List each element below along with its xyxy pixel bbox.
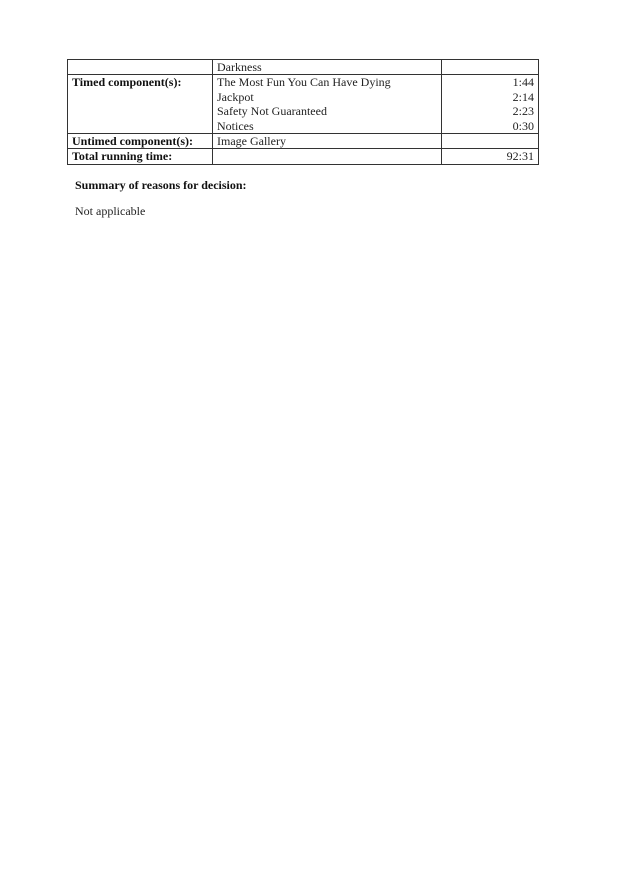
row-label: Total running time: [68,149,213,164]
time-cell [442,75,539,134]
row-label: Untimed component(s): [68,134,213,149]
classification-table [67,59,539,165]
row-label: Timed component(s): [68,75,213,134]
table-row-timed-components [68,75,539,134]
time-cell [442,134,539,149]
running-time: 0:30 [512,118,534,133]
table-row-total-running-time [68,149,539,164]
table-row-continued [68,60,539,75]
component-name: Jackpot [217,89,254,104]
component-name: The Most Fun You Can Have Dying [217,75,391,90]
component-name: Notices [217,118,254,133]
component-cell [213,134,442,149]
component-cell [213,60,442,75]
summary-heading: Summary of reasons for decision: [75,178,247,192]
running-time: 1:44 [512,75,534,90]
time-cell [442,149,539,164]
table-row-untimed-components [68,134,539,149]
component-cell [213,149,442,164]
running-time: 2:23 [512,104,534,119]
component-name: Darkness [217,60,262,74]
summary-body: Not applicable [75,204,146,218]
row-label [68,60,213,75]
total-running-time: 92:31 [506,149,534,164]
time-cell [442,60,539,75]
running-time: 2:14 [512,89,534,104]
component-name: Safety Not Guaranteed [217,104,327,119]
component-name: Image Gallery [217,134,286,149]
component-cell [213,75,442,134]
